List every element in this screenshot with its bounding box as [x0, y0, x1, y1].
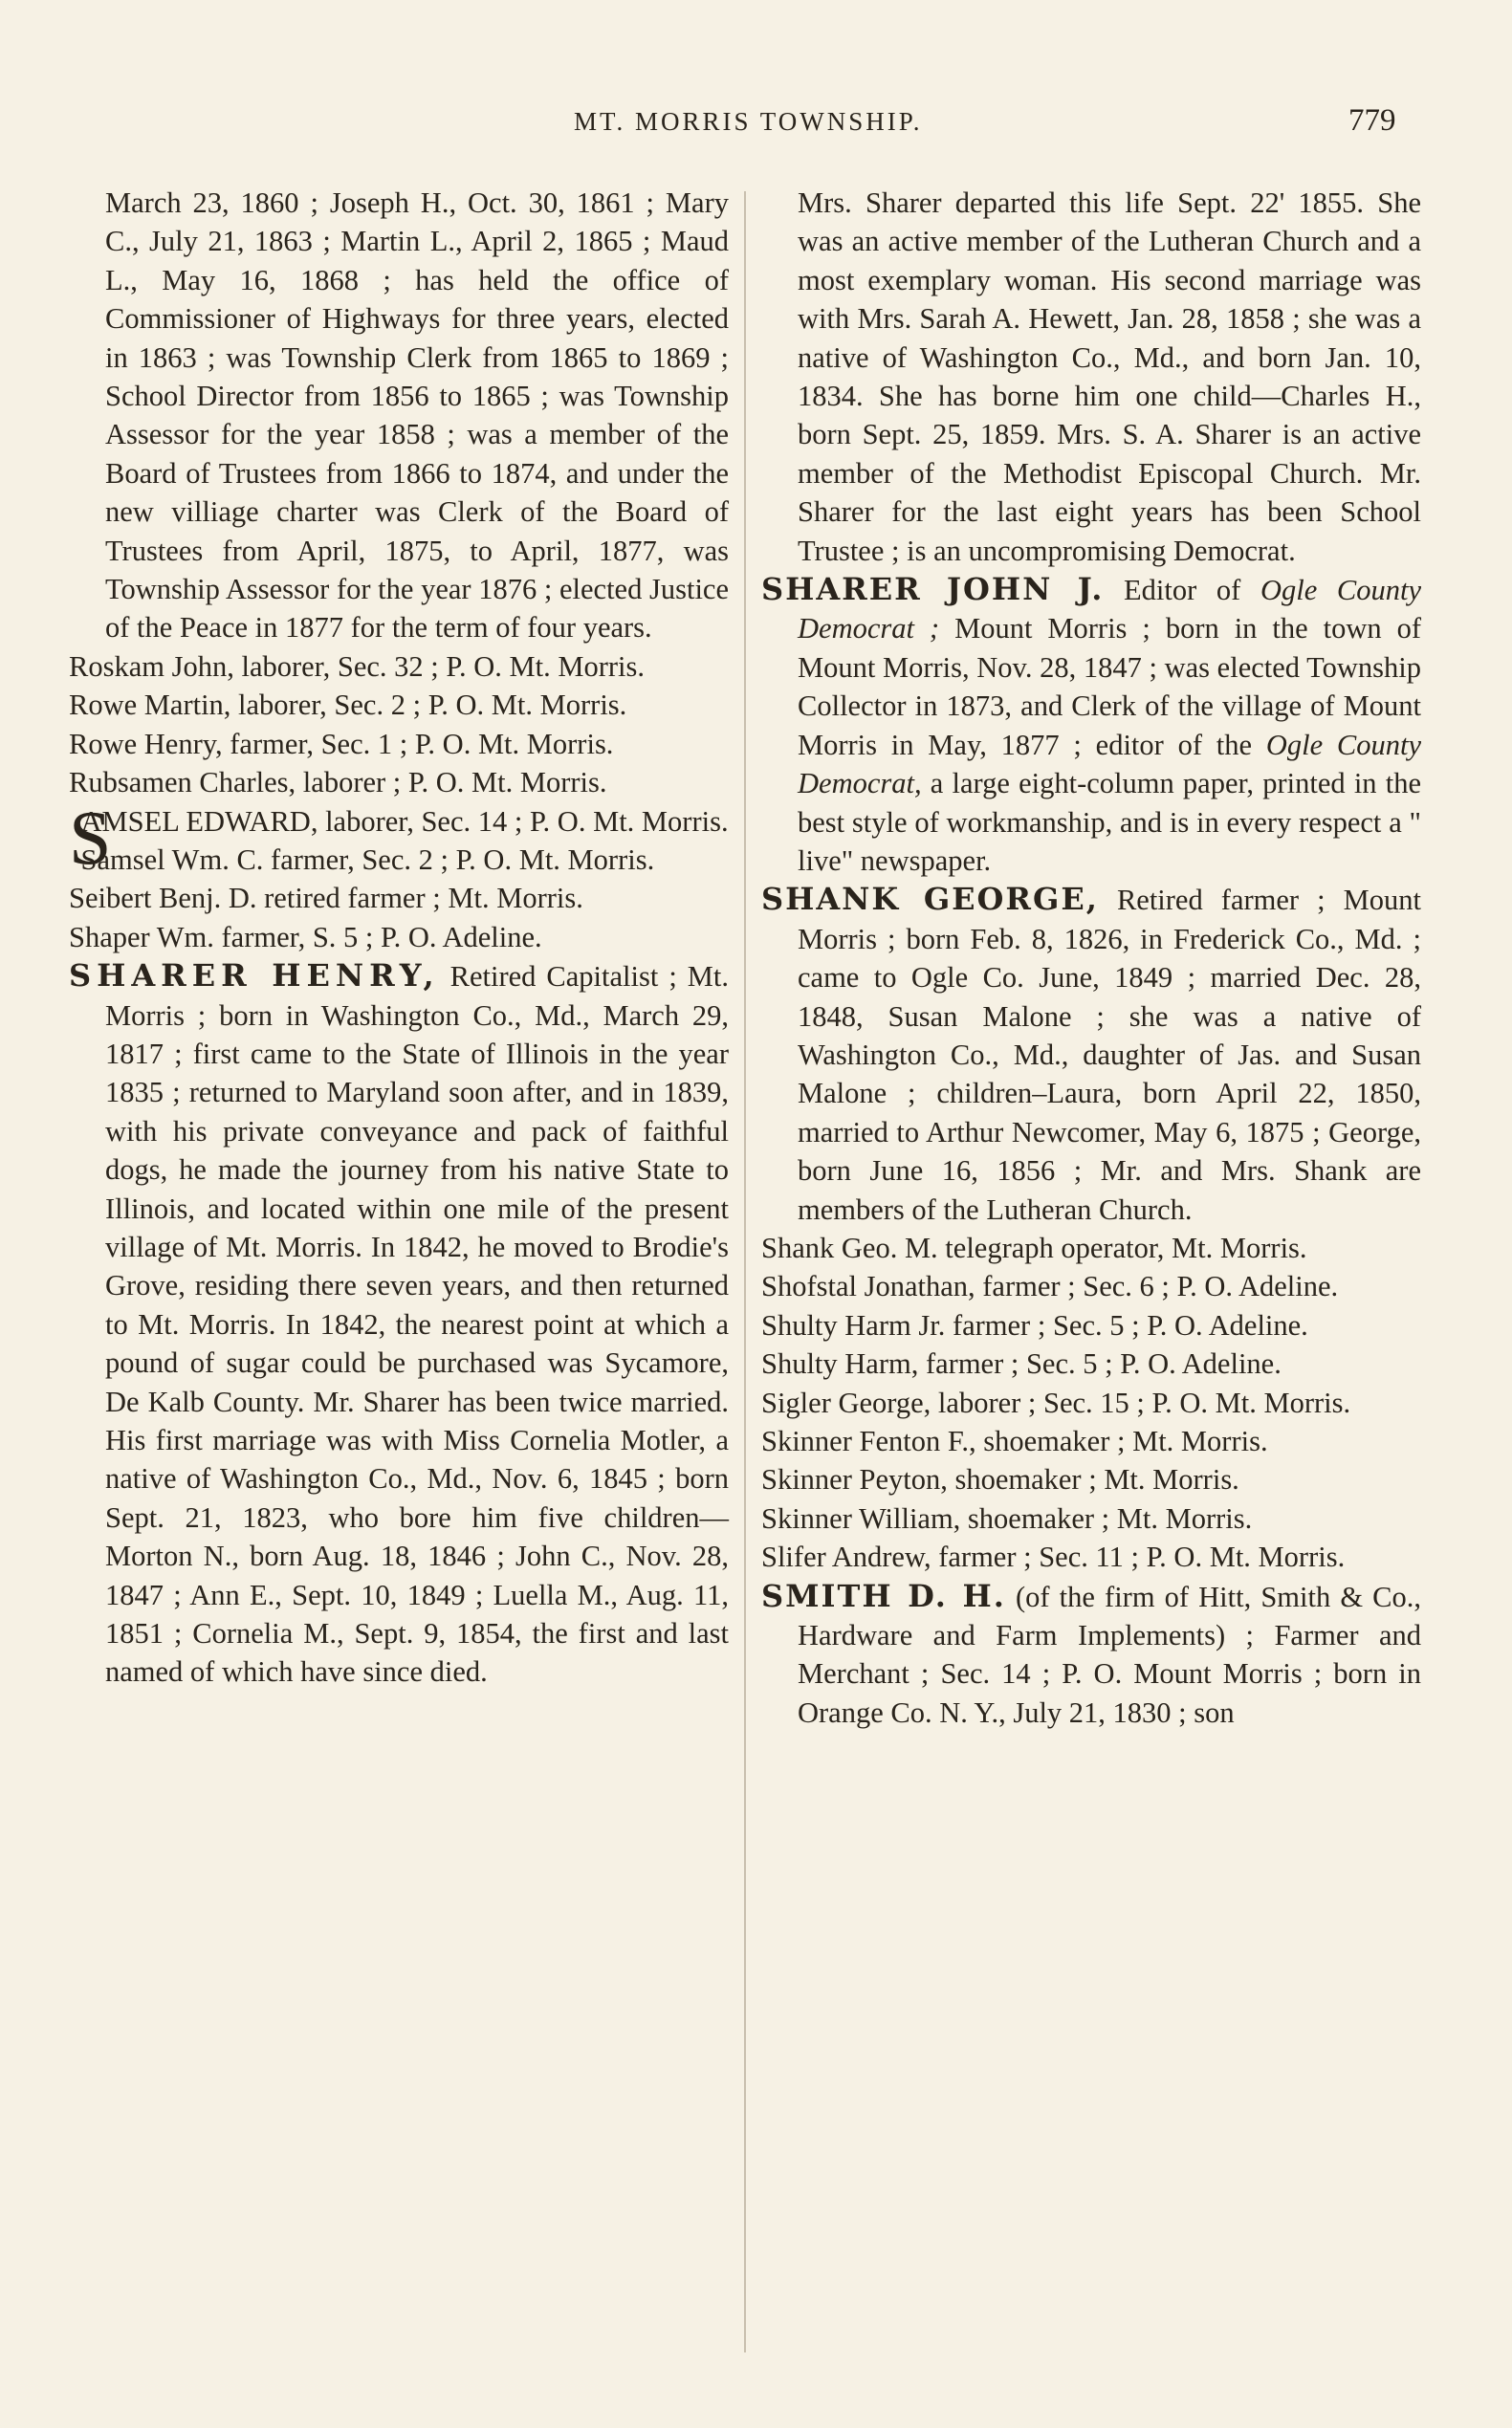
entry-skinner-william: Skinner William, shoemaker ; Mt. Morris.: [761, 1501, 1253, 1535]
entry-continuation-left: March 23, 1860 ; Joseph H., Oct. 30, 1861 ; Mary C., July 21, 1863 ; Martin L., April 2, 1865 ; Maud L., May 16, 1868 ; has held the office of Commissioner of Highways for three years, elected in 1863 ; was Township Clerk from 1865 to 1869 ; School Director from 1856 to 1865 ; was Township Assessor for the year 1858 ; was a member of the Board of Trustees from 1866 to 1874, and under the new villiage charter was Clerk of the Board of Trustees from April, 1875, to April, 1877, was Township Assessor for the year 1876 ; elected Justice of the Peace in 1877 for the term of four years.: [105, 186, 729, 645]
entry-shank-george: [761, 880, 1421, 1229]
biography-name: SHARER HENRY,: [69, 957, 440, 995]
entry-sharer-henry: [69, 956, 729, 1692]
newspaper-title: Ogle County Democrat,: [798, 728, 1421, 800]
entry-shank-geo-m: Shank Geo. M. telegraph operator, Mt. Morris.: [761, 1231, 1307, 1264]
entry-rubsamen-charles: Rubsamen Charles, laborer ; P. O. Mt. Morris.: [69, 766, 607, 799]
entry-samsel-wm: Samsel Wm. C. farmer, Sec. 2 ; P. O. Mt. Morris.: [80, 842, 655, 876]
entry-rowe-henry: Rowe Henry, farmer, Sec. 1 ; P. O. Mt. Morris.: [69, 727, 614, 760]
drop-cap: S: [69, 796, 112, 881]
entry-smith-dh: [761, 1577, 1421, 1733]
biography-text: a large eight-column paper, printed in the best style of workmanship, and is in every respect a " live" newspaper.: [798, 767, 1421, 877]
entry-slifer-andrew: Slifer Andrew, farmer ; Sec. 11 ; P. O. Mt. Morris.: [761, 1541, 1346, 1574]
biography-name: SHANK GEORGE,: [761, 881, 1099, 918]
entry-shulty-harm-jr: Shulty Harm Jr. farmer ; Sec. 5 ; P. O. Adeline.: [761, 1308, 1308, 1342]
entry-skinner-peyton: Skinner Peyton, shoemaker ; Mt. Morris.: [761, 1463, 1239, 1497]
entry-samsel-edward-text: AMSEL EDWARD, laborer, Sec. 14 ; P. O. Mt. Morris.: [80, 804, 729, 838]
entry-roskam-john: Roskam John, laborer, Sec. 32 ; P. O. Mt. Morris.: [69, 649, 645, 683]
entry-sharer-john: [761, 570, 1421, 880]
biography-text: Retired farmer ; Mount Morris ; born Feb. 8, 1826, in Frederick Co., Md. ; came to Ogle Co. June, 1849 ; married Dec. 28, 1848, Susan Malone ; she was a native of Washington Co., Md., daughter of Jas. and Susan Malone ; children–Laura, born April 22, 1850, married to Arthur Newcomer, May 6, 1875 ; George, born June 16, 1856 ; Mr. and Mrs. Shank are members of the Lutheran Church.: [798, 884, 1422, 1226]
entry-shaper-wm: Shaper Wm. farmer, S. 5 ; P. O. Adeline.: [69, 920, 542, 953]
biography-text: Editor of: [1104, 574, 1260, 607]
entry-rowe-martin: Rowe Martin, laborer, Sec. 2 ; P. O. Mt. Morris.: [69, 689, 627, 722]
biography-name: SMITH D. H.: [761, 1577, 1006, 1614]
entry-sigler-george: Sigler George, laborer ; Sec. 15 ; P. O. Mt. Morris.: [761, 1386, 1351, 1419]
biography-text: Mount Morris ; born in the town of Mount Morris, Nov. 28, 1847 ; was elected Township Collector in 1873, and Clerk of the village of Mount Morris in May, 1877 ; editor of the: [798, 612, 1421, 761]
entry-continuation-right: Mrs. Sharer departed this life Sept. 22' 1855. She was an active member of the Lutheran Church and a most exemplary woman. His second marriage was with Mrs. Sarah A. Hewett, Jan. 28, 1858 ; she was a native of Washington Co., Md., and born Jan. 10, 1834. She has borne him one child—Charles H., born Sept. 25, 1859. Mrs. S. A. Sharer is an active member of the Methodist Episcopal Church. Mr. Sharer for the last eight years has been School Trustee ; is an uncompromising Democrat.: [798, 186, 1421, 567]
biography-name: SHARER JOHN J.: [761, 571, 1105, 608]
entry-seibert-benj: Seibert Benj. D. retired farmer ; Mt. Morris.: [69, 882, 583, 915]
column-rule: [744, 191, 746, 2352]
biography-text: Retired Capitalist ; Mt. Morris ; born in Washington Co., Md., March 29, 1817 ; first came to the State of Illinois in the year 1835 ; returned to Maryland soon after, and in 1839, with his private conveyance and pack of faithful dogs, he made the journey from his native State to Illinois, and located within one mile of the present village of Mt. Morris. In 1842, he moved to Brodie's Grove, residing there seven years, and then returned to Mt. Morris. In 1842, the nearest point at which a pound of sugar could be purchased was Sycamore, De Kalb County. Mr. Sharer has been twice married. His first marriage was with Miss Cornelia Motler, a native of Washington Co., Md., Nov. 6, 1845 ; born Sept. 21, 1823, who bore him five children— Morton N., born Aug. 18, 1846 ; John C., Nov. 28, 1847 ; Ann E., Sept. 10, 1849 ; Luella M., Aug. 11, 1851 ; Cornelia M., Sept. 9, 1854, the first and last named of which have since died.: [105, 960, 730, 1689]
running-title: MT. MORRIS TOWNSHIP.: [574, 107, 923, 136]
entry-skinner-fenton: Skinner Fenton F., shoemaker ; Mt. Morris.: [761, 1425, 1268, 1457]
right-column: [761, 184, 1421, 2383]
entry-shulty-harm: Shulty Harm, farmer ; Sec. 5 ; P. O. Adeline.: [761, 1347, 1282, 1381]
entry-shofstal-jonathan: Shofstal Jonathan, farmer ; Sec. 6 ; P. O. Adeline.: [761, 1270, 1339, 1303]
left-column: [69, 184, 729, 2383]
newspaper-title: Ogle County Democrat ;: [798, 574, 1421, 645]
running-head: [0, 103, 1512, 145]
page-number: 779: [1348, 103, 1396, 138]
biography-text: (of the firm of Hitt, Smith & Co., Hardware and Farm Implements) ; Farmer and Merchant ; Sec. 14 ; P. O. Mount Morris ; born in Orange Co. N. Y., July 21, 1830 ; son: [798, 1580, 1421, 1729]
